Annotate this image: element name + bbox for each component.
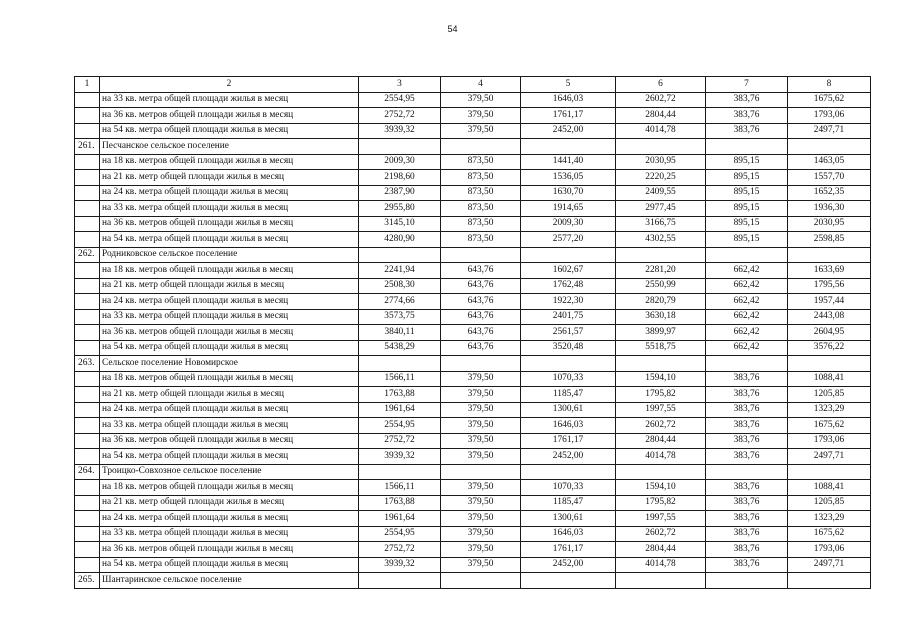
table-row xyxy=(75,387,871,403)
value-cell: 1795,82 xyxy=(616,387,706,403)
value-cell: 2009,30 xyxy=(359,154,441,170)
empty-cell xyxy=(359,573,441,589)
value-cell: 383,76 xyxy=(706,495,788,511)
row-label-cell: на 33 кв. метра общей площади жилья в месяц xyxy=(100,309,359,325)
row-label-cell: на 18 кв. метров общей площади жилья в месяц xyxy=(100,480,359,496)
row-label-cell: на 24 кв. метра общей площади жилья в месяц xyxy=(100,511,359,527)
value-cell: 4014,78 xyxy=(616,123,706,139)
empty-cell xyxy=(521,139,616,155)
row-label-cell: на 54 кв. метра общей площади жилья в месяц xyxy=(100,123,359,139)
table-row xyxy=(75,542,871,558)
value-cell: 1633,69 xyxy=(788,263,871,279)
value-cell: 1646,03 xyxy=(521,418,616,434)
empty-cell xyxy=(788,247,871,263)
value-cell: 662,42 xyxy=(706,278,788,294)
empty-cell xyxy=(521,356,616,372)
row-label-cell: на 21 кв. метр общей площади жилья в месяц xyxy=(100,170,359,186)
tariff-table xyxy=(74,76,871,589)
empty-cell xyxy=(521,573,616,589)
value-cell: 379,50 xyxy=(441,387,521,403)
row-number-cell xyxy=(75,154,100,170)
table-row xyxy=(75,371,871,387)
row-label-cell: на 18 кв. метров общей площади жилья в месяц xyxy=(100,154,359,170)
table-row xyxy=(75,294,871,310)
header-cell: 2 xyxy=(100,77,359,93)
value-cell: 2401,75 xyxy=(521,309,616,325)
empty-cell xyxy=(616,573,706,589)
value-cell: 1646,03 xyxy=(521,92,616,108)
table-header-row xyxy=(75,77,871,93)
row-label-cell: на 18 кв. метров общей площади жилья в месяц xyxy=(100,371,359,387)
value-cell: 379,50 xyxy=(441,449,521,465)
row-label-cell: на 24 кв. метра общей площади жилья в месяц xyxy=(100,402,359,418)
value-cell: 873,50 xyxy=(441,232,521,248)
row-number-cell xyxy=(75,216,100,232)
value-cell: 1205,85 xyxy=(788,495,871,511)
row-label-cell: на 54 кв. метра общей площади жилья в месяц xyxy=(100,232,359,248)
header-cell: 8 xyxy=(788,77,871,93)
value-cell: 1088,41 xyxy=(788,480,871,496)
table-row xyxy=(75,325,871,341)
section-number-cell: 264. xyxy=(75,464,100,480)
value-cell: 379,50 xyxy=(441,123,521,139)
value-cell: 895,15 xyxy=(706,232,788,248)
row-label-cell: на 21 кв. метр общей площади жилья в месяц xyxy=(100,495,359,511)
value-cell: 379,50 xyxy=(441,371,521,387)
table-row xyxy=(75,495,871,511)
table-row xyxy=(75,185,871,201)
value-cell: 2554,95 xyxy=(359,418,441,434)
empty-cell xyxy=(788,464,871,480)
value-cell: 1793,06 xyxy=(788,108,871,124)
value-cell: 1566,11 xyxy=(359,371,441,387)
value-cell: 383,76 xyxy=(706,402,788,418)
value-cell: 3939,32 xyxy=(359,123,441,139)
value-cell: 1795,82 xyxy=(616,495,706,511)
row-number-cell xyxy=(75,449,100,465)
value-cell: 2241,94 xyxy=(359,263,441,279)
empty-cell xyxy=(616,464,706,480)
value-cell: 2030,95 xyxy=(616,154,706,170)
row-number-cell xyxy=(75,526,100,542)
value-cell: 1070,33 xyxy=(521,371,616,387)
empty-cell xyxy=(616,139,706,155)
value-cell: 379,50 xyxy=(441,108,521,124)
value-cell: 3630,18 xyxy=(616,309,706,325)
section-row xyxy=(75,464,871,480)
row-label-cell: на 24 кв. метра общей площади жилья в месяц xyxy=(100,294,359,310)
row-number-cell xyxy=(75,340,100,356)
row-label-cell: на 54 кв. метра общей площади жилья в месяц xyxy=(100,449,359,465)
value-cell: 1300,61 xyxy=(521,511,616,527)
empty-cell xyxy=(441,464,521,480)
value-cell: 2508,30 xyxy=(359,278,441,294)
row-number-cell xyxy=(75,557,100,573)
value-cell: 5518,75 xyxy=(616,340,706,356)
table-row xyxy=(75,123,871,139)
value-cell: 2561,57 xyxy=(521,325,616,341)
empty-cell xyxy=(521,247,616,263)
section-title-cell: Шантаринское сельское поселение xyxy=(100,573,359,589)
value-cell: 1763,88 xyxy=(359,495,441,511)
value-cell: 2281,20 xyxy=(616,263,706,279)
value-cell: 1997,55 xyxy=(616,511,706,527)
value-cell: 2443,08 xyxy=(788,309,871,325)
value-cell: 379,50 xyxy=(441,480,521,496)
value-cell: 1922,30 xyxy=(521,294,616,310)
row-number-cell xyxy=(75,170,100,186)
value-cell: 4014,78 xyxy=(616,449,706,465)
value-cell: 1793,06 xyxy=(788,433,871,449)
value-cell: 1675,62 xyxy=(788,418,871,434)
row-label-cell: на 54 кв. метра общей площади жилья в месяц xyxy=(100,340,359,356)
section-number-cell: 263. xyxy=(75,356,100,372)
value-cell: 2577,20 xyxy=(521,232,616,248)
empty-cell xyxy=(706,573,788,589)
value-cell: 662,42 xyxy=(706,340,788,356)
value-cell: 2752,72 xyxy=(359,433,441,449)
value-cell: 383,76 xyxy=(706,511,788,527)
value-cell: 1594,10 xyxy=(616,480,706,496)
value-cell: 2752,72 xyxy=(359,542,441,558)
value-cell: 2752,72 xyxy=(359,108,441,124)
empty-cell xyxy=(441,573,521,589)
table-row xyxy=(75,263,871,279)
value-cell: 1997,55 xyxy=(616,402,706,418)
value-cell: 1763,88 xyxy=(359,387,441,403)
value-cell: 2598,85 xyxy=(788,232,871,248)
empty-cell xyxy=(521,464,616,480)
value-cell: 873,50 xyxy=(441,170,521,186)
row-label-cell: на 21 кв. метр общей площади жилья в месяц xyxy=(100,387,359,403)
row-label-cell: на 54 кв. метра общей площади жилья в месяц xyxy=(100,557,359,573)
value-cell: 3520,48 xyxy=(521,340,616,356)
section-row xyxy=(75,356,871,372)
row-number-cell xyxy=(75,232,100,248)
value-cell: 379,50 xyxy=(441,511,521,527)
value-cell: 1652,35 xyxy=(788,185,871,201)
row-label-cell: на 36 кв. метров общей площади жилья в месяц xyxy=(100,216,359,232)
value-cell: 379,50 xyxy=(441,495,521,511)
row-number-cell xyxy=(75,433,100,449)
table-row xyxy=(75,402,871,418)
row-label-cell: на 24 кв. метра общей площади жилья в месяц xyxy=(100,185,359,201)
value-cell: 4302,55 xyxy=(616,232,706,248)
empty-cell xyxy=(359,247,441,263)
value-cell: 4014,78 xyxy=(616,557,706,573)
row-label-cell: на 36 кв. метров общей площади жилья в месяц xyxy=(100,325,359,341)
value-cell: 383,76 xyxy=(706,433,788,449)
value-cell: 1205,85 xyxy=(788,387,871,403)
row-number-cell xyxy=(75,278,100,294)
value-cell: 873,50 xyxy=(441,216,521,232)
value-cell: 1441,40 xyxy=(521,154,616,170)
value-cell: 662,42 xyxy=(706,309,788,325)
row-label-cell: на 36 кв. метров общей площади жилья в месяц xyxy=(100,108,359,124)
value-cell: 3145,10 xyxy=(359,216,441,232)
value-cell: 2009,30 xyxy=(521,216,616,232)
value-cell: 2554,95 xyxy=(359,526,441,542)
value-cell: 383,76 xyxy=(706,92,788,108)
row-number-cell xyxy=(75,263,100,279)
table-row xyxy=(75,170,871,186)
header-cell: 6 xyxy=(616,77,706,93)
row-number-cell xyxy=(75,418,100,434)
value-cell: 2602,72 xyxy=(616,418,706,434)
value-cell: 383,76 xyxy=(706,557,788,573)
value-cell: 383,76 xyxy=(706,526,788,542)
value-cell: 2220,25 xyxy=(616,170,706,186)
value-cell: 1675,62 xyxy=(788,92,871,108)
empty-cell xyxy=(441,139,521,155)
table-row xyxy=(75,511,871,527)
empty-cell xyxy=(788,139,871,155)
value-cell: 379,50 xyxy=(441,433,521,449)
value-cell: 1914,65 xyxy=(521,201,616,217)
section-title-cell: Песчанское сельское поселение xyxy=(100,139,359,155)
value-cell: 1536,05 xyxy=(521,170,616,186)
value-cell: 873,50 xyxy=(441,154,521,170)
value-cell: 2602,72 xyxy=(616,526,706,542)
row-label-cell: на 33 кв. метра общей площади жилья в месяц xyxy=(100,418,359,434)
table-row xyxy=(75,526,871,542)
table-row xyxy=(75,108,871,124)
value-cell: 3939,32 xyxy=(359,557,441,573)
value-cell: 895,15 xyxy=(706,185,788,201)
section-title-cell: Троицко-Совхозное сельское поселение xyxy=(100,464,359,480)
empty-cell xyxy=(441,247,521,263)
value-cell: 1185,47 xyxy=(521,387,616,403)
value-cell: 2604,95 xyxy=(788,325,871,341)
row-number-cell xyxy=(75,542,100,558)
value-cell: 1793,06 xyxy=(788,542,871,558)
value-cell: 1761,17 xyxy=(521,542,616,558)
value-cell: 2804,44 xyxy=(616,433,706,449)
value-cell: 383,76 xyxy=(706,449,788,465)
value-cell: 1070,33 xyxy=(521,480,616,496)
value-cell: 2774,66 xyxy=(359,294,441,310)
header-cell: 3 xyxy=(359,77,441,93)
value-cell: 1463,05 xyxy=(788,154,871,170)
row-label-cell: на 36 кв. метров общей площади жилья в месяц xyxy=(100,433,359,449)
value-cell: 1557,70 xyxy=(788,170,871,186)
value-cell: 1961,64 xyxy=(359,511,441,527)
value-cell: 383,76 xyxy=(706,542,788,558)
value-cell: 1795,56 xyxy=(788,278,871,294)
row-number-cell xyxy=(75,495,100,511)
section-title-cell: Родниковское сельское поселение xyxy=(100,247,359,263)
value-cell: 1762,48 xyxy=(521,278,616,294)
value-cell: 1630,70 xyxy=(521,185,616,201)
value-cell: 1646,03 xyxy=(521,526,616,542)
row-number-cell xyxy=(75,108,100,124)
table-row xyxy=(75,278,871,294)
value-cell: 643,76 xyxy=(441,263,521,279)
value-cell: 1961,64 xyxy=(359,402,441,418)
row-number-cell xyxy=(75,511,100,527)
row-number-cell xyxy=(75,92,100,108)
value-cell: 662,42 xyxy=(706,263,788,279)
value-cell: 662,42 xyxy=(706,325,788,341)
value-cell: 3576,22 xyxy=(788,340,871,356)
value-cell: 1088,41 xyxy=(788,371,871,387)
table-row xyxy=(75,309,871,325)
value-cell: 2804,44 xyxy=(616,108,706,124)
value-cell: 2387,90 xyxy=(359,185,441,201)
row-number-cell xyxy=(75,123,100,139)
value-cell: 379,50 xyxy=(441,92,521,108)
row-label-cell: на 33 кв. метра общей площади жилья в месяц xyxy=(100,526,359,542)
value-cell: 379,50 xyxy=(441,526,521,542)
value-cell: 1323,29 xyxy=(788,511,871,527)
empty-cell xyxy=(706,464,788,480)
value-cell: 379,50 xyxy=(441,418,521,434)
row-number-cell xyxy=(75,371,100,387)
value-cell: 1594,10 xyxy=(616,371,706,387)
table-row xyxy=(75,480,871,496)
value-cell: 3899,97 xyxy=(616,325,706,341)
section-number-cell: 265. xyxy=(75,573,100,589)
value-cell: 1300,61 xyxy=(521,402,616,418)
empty-cell xyxy=(788,573,871,589)
row-label-cell: на 33 кв. метра общей площади жилья в месяц xyxy=(100,92,359,108)
header-cell: 4 xyxy=(441,77,521,93)
value-cell: 895,15 xyxy=(706,201,788,217)
value-cell: 383,76 xyxy=(706,371,788,387)
value-cell: 895,15 xyxy=(706,170,788,186)
row-number-cell xyxy=(75,325,100,341)
value-cell: 1185,47 xyxy=(521,495,616,511)
empty-cell xyxy=(616,356,706,372)
section-number-cell: 262. xyxy=(75,247,100,263)
row-number-cell xyxy=(75,480,100,496)
table-row xyxy=(75,92,871,108)
value-cell: 2497,71 xyxy=(788,557,871,573)
value-cell: 3166,75 xyxy=(616,216,706,232)
value-cell: 1957,44 xyxy=(788,294,871,310)
value-cell: 895,15 xyxy=(706,216,788,232)
value-cell: 643,76 xyxy=(441,325,521,341)
value-cell: 2198,60 xyxy=(359,170,441,186)
table-row xyxy=(75,433,871,449)
value-cell: 1566,11 xyxy=(359,480,441,496)
empty-cell xyxy=(706,139,788,155)
row-number-cell xyxy=(75,201,100,217)
table-row xyxy=(75,418,871,434)
row-label-cell: на 36 кв. метров общей площади жилья в месяц xyxy=(100,542,359,558)
value-cell: 2030,95 xyxy=(788,216,871,232)
value-cell: 1323,29 xyxy=(788,402,871,418)
value-cell: 2452,00 xyxy=(521,449,616,465)
value-cell: 3573,75 xyxy=(359,309,441,325)
value-cell: 1761,17 xyxy=(521,108,616,124)
section-row xyxy=(75,247,871,263)
table-row xyxy=(75,340,871,356)
value-cell: 5438,29 xyxy=(359,340,441,356)
value-cell: 2409,55 xyxy=(616,185,706,201)
value-cell: 3840,11 xyxy=(359,325,441,341)
header-cell: 5 xyxy=(521,77,616,93)
row-number-cell xyxy=(75,185,100,201)
value-cell: 3939,32 xyxy=(359,449,441,465)
value-cell: 2804,44 xyxy=(616,542,706,558)
value-cell: 383,76 xyxy=(706,387,788,403)
value-cell: 2550,99 xyxy=(616,278,706,294)
value-cell: 2497,71 xyxy=(788,449,871,465)
value-cell: 4280,90 xyxy=(359,232,441,248)
value-cell: 643,76 xyxy=(441,294,521,310)
value-cell: 873,50 xyxy=(441,185,521,201)
page-number: 54 xyxy=(447,24,458,34)
value-cell: 662,42 xyxy=(706,294,788,310)
section-row xyxy=(75,573,871,589)
value-cell: 873,50 xyxy=(441,201,521,217)
empty-cell xyxy=(616,247,706,263)
value-cell: 2452,00 xyxy=(521,557,616,573)
section-number-cell: 261. xyxy=(75,139,100,155)
header-cell: 1 xyxy=(75,77,100,93)
value-cell: 379,50 xyxy=(441,542,521,558)
section-row xyxy=(75,139,871,155)
value-cell: 383,76 xyxy=(706,418,788,434)
empty-cell xyxy=(706,356,788,372)
value-cell: 2452,00 xyxy=(521,123,616,139)
empty-cell xyxy=(788,356,871,372)
table-row xyxy=(75,201,871,217)
value-cell: 643,76 xyxy=(441,278,521,294)
row-number-cell xyxy=(75,387,100,403)
row-number-cell xyxy=(75,309,100,325)
value-cell: 383,76 xyxy=(706,108,788,124)
row-number-cell xyxy=(75,294,100,310)
row-label-cell: на 18 кв. метров общей площади жилья в месяц xyxy=(100,263,359,279)
empty-cell xyxy=(359,464,441,480)
table-row xyxy=(75,557,871,573)
table-row xyxy=(75,232,871,248)
value-cell: 379,50 xyxy=(441,557,521,573)
value-cell: 1761,17 xyxy=(521,433,616,449)
empty-cell xyxy=(706,247,788,263)
value-cell: 643,76 xyxy=(441,340,521,356)
value-cell: 383,76 xyxy=(706,123,788,139)
section-title-cell: Сельское поселение Новомирское xyxy=(100,356,359,372)
value-cell: 2554,95 xyxy=(359,92,441,108)
value-cell: 2955,80 xyxy=(359,201,441,217)
value-cell: 643,76 xyxy=(441,309,521,325)
table-row xyxy=(75,449,871,465)
empty-cell xyxy=(359,356,441,372)
value-cell: 379,50 xyxy=(441,402,521,418)
value-cell: 2977,45 xyxy=(616,201,706,217)
value-cell: 2602,72 xyxy=(616,92,706,108)
value-cell: 1602,67 xyxy=(521,263,616,279)
table-row xyxy=(75,216,871,232)
value-cell: 383,76 xyxy=(706,480,788,496)
header-cell: 7 xyxy=(706,77,788,93)
empty-cell xyxy=(441,356,521,372)
value-cell: 1936,30 xyxy=(788,201,871,217)
row-number-cell xyxy=(75,402,100,418)
empty-cell xyxy=(359,139,441,155)
row-label-cell: на 21 кв. метр общей площади жилья в месяц xyxy=(100,278,359,294)
value-cell: 895,15 xyxy=(706,154,788,170)
value-cell: 2497,71 xyxy=(788,123,871,139)
table-row xyxy=(75,154,871,170)
value-cell: 2820,79 xyxy=(616,294,706,310)
value-cell: 1675,62 xyxy=(788,526,871,542)
row-label-cell: на 33 кв. метра общей площади жилья в месяц xyxy=(100,201,359,217)
